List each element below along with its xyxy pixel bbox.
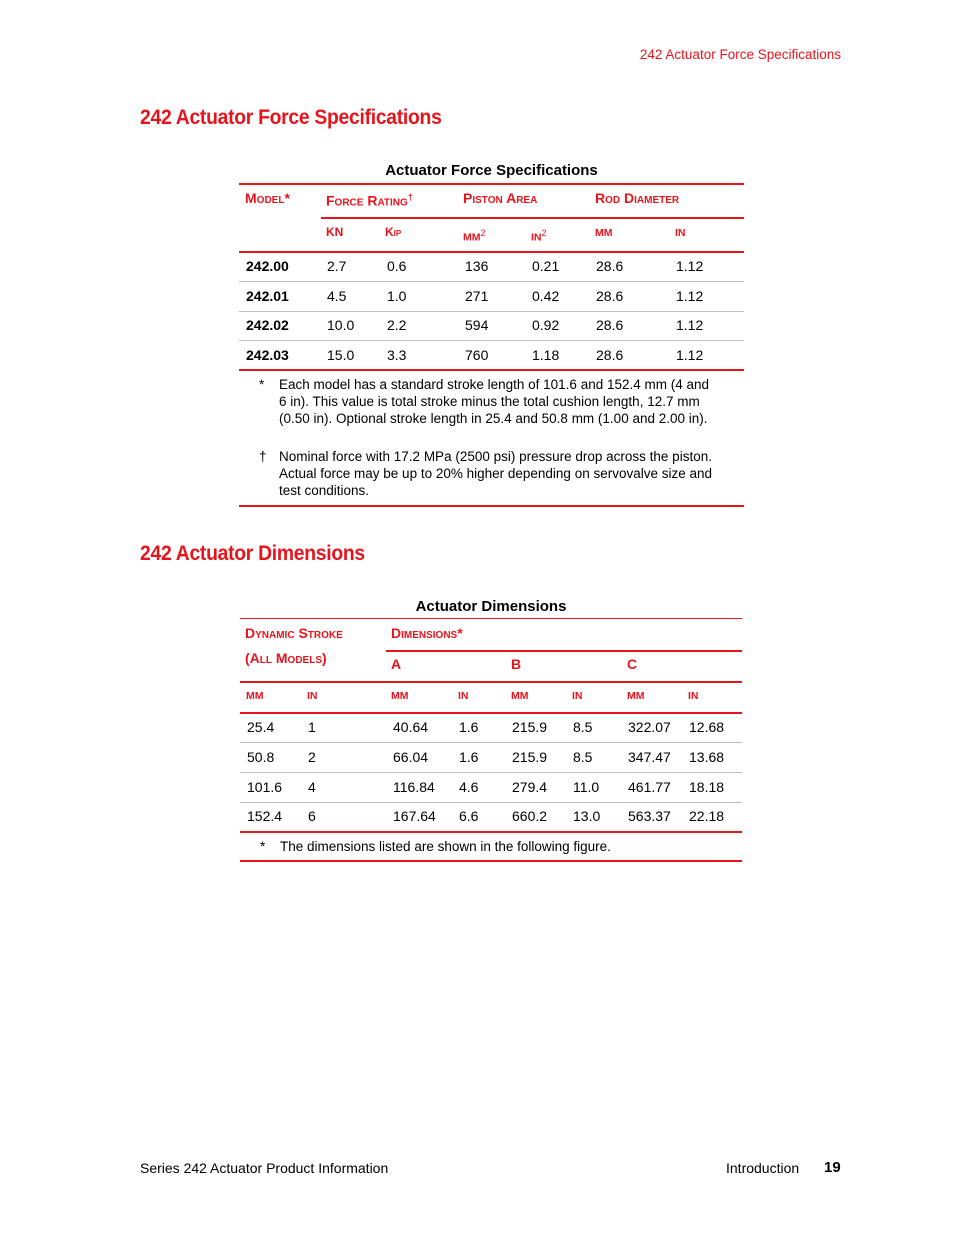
unit-kip: Kip	[385, 225, 402, 239]
col-header-b: B	[511, 656, 522, 672]
section-heading-force: 242 Actuator Force Specifications	[140, 106, 442, 129]
dagger-mark: †	[407, 192, 413, 202]
footer-doc-title: Series 242 Actuator Product Information	[140, 1160, 389, 1176]
col-header-a: A	[391, 656, 402, 672]
col-header-dimensions: Dimensions*	[391, 625, 463, 641]
col-header-piston-area: Piston Area	[463, 190, 538, 206]
col-header-model: Model*	[245, 190, 290, 206]
footer-section: Introduction	[726, 1160, 800, 1176]
unit-in: IN	[675, 227, 686, 239]
unit-mm: MM	[595, 227, 613, 239]
unit-mm: MM	[511, 690, 529, 702]
unit-mm: MM	[391, 690, 409, 702]
section-heading-dimensions: 242 Actuator Dimensions	[140, 542, 365, 565]
unit-in: IN	[688, 690, 699, 702]
unit-mm: MM	[246, 690, 264, 702]
table-caption-dimensions: Actuator Dimensions	[415, 598, 567, 615]
unit-mm2: $MM^2$	[463, 228, 486, 244]
unit-in: IN	[572, 690, 583, 702]
unit-kn: KN	[326, 225, 344, 239]
page-number: 19	[824, 1159, 841, 1176]
unit-in: IN	[307, 690, 318, 702]
table-caption-force: Actuator Force Specifications	[385, 162, 598, 179]
col-header-all-models: (All Models)	[245, 650, 327, 666]
col-header-force-rating: Force Rating†	[326, 192, 413, 209]
running-header: 242 Actuator Force Specifications	[639, 47, 841, 62]
col-header-c: C	[627, 656, 638, 672]
col-header-dynamic-stroke: Dynamic Stroke	[245, 625, 343, 641]
unit-mm: MM	[627, 690, 645, 702]
col-header-rod-diameter: Rod Diameter	[595, 190, 680, 206]
unit-in: IN	[458, 690, 469, 702]
unit-in2: $IN^2$	[531, 228, 547, 244]
